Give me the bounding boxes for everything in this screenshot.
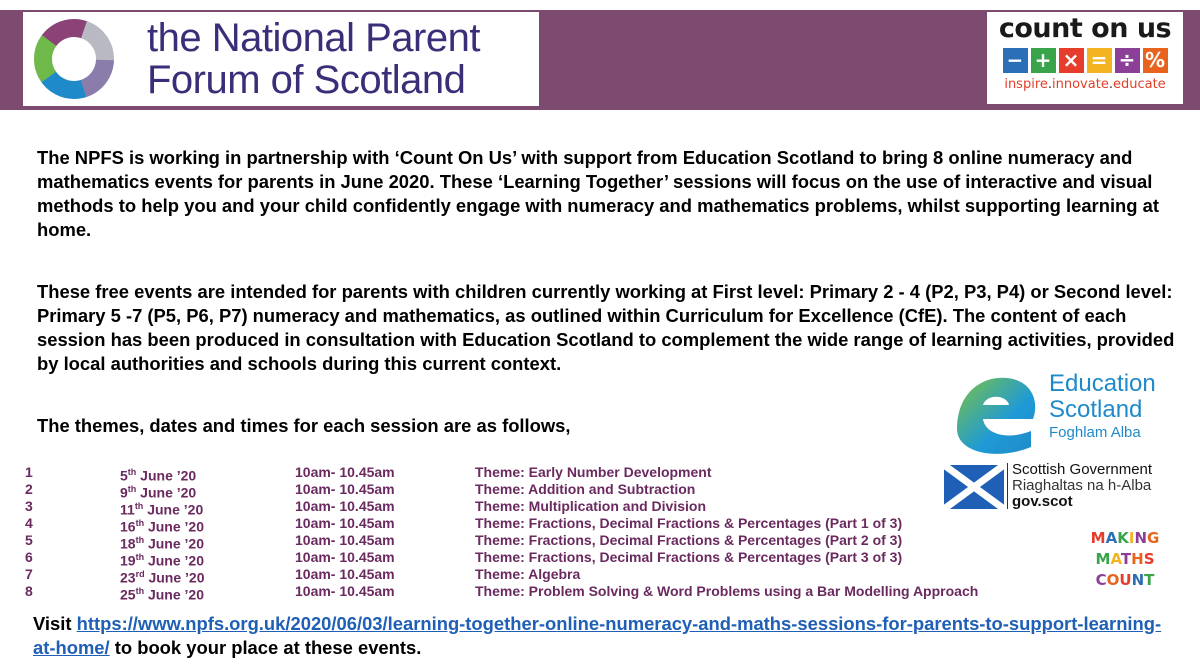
- making-maths-count-logo: [1070, 528, 1180, 591]
- count-on-us-title: count on us: [998, 13, 1172, 44]
- session-month-year: June ’20: [136, 467, 197, 484]
- scottish-government-text: [1012, 462, 1152, 510]
- math-symbol-tile: %: [1143, 48, 1168, 73]
- session-day-suffix: rd: [135, 569, 145, 579]
- session-number: 1: [25, 464, 33, 480]
- session-row: [25, 464, 1045, 484]
- session-time: 10am- 10.45am: [295, 566, 395, 582]
- session-day: 5: [120, 467, 128, 484]
- session-day: 9: [120, 484, 128, 501]
- session-month-year: June ’20: [143, 501, 204, 518]
- session-day: 11: [120, 501, 135, 518]
- count-on-us-tagline: [987, 77, 1183, 93]
- org-title: the National Parent Forum of Scotland: [147, 16, 480, 102]
- session-time: 10am- 10.45am: [295, 583, 395, 599]
- saltire-flag-icon: [944, 465, 1004, 509]
- math-symbol-tile: ÷: [1115, 48, 1140, 73]
- tag-innovate: innovate: [1052, 77, 1109, 92]
- session-row: [25, 532, 1045, 552]
- session-row: [25, 549, 1045, 569]
- session-row: [25, 583, 1045, 603]
- session-time: 10am- 10.45am: [295, 532, 395, 548]
- mmc-line-3: COUNT: [1095, 571, 1155, 589]
- math-symbol-tile: −: [1003, 48, 1028, 73]
- session-day: 19: [120, 552, 136, 569]
- session-day-suffix: th: [135, 518, 145, 528]
- session-month-year: June ’20: [136, 484, 197, 501]
- session-theme: Theme: Algebra: [475, 566, 581, 582]
- education-scotland-emblem-icon: [947, 369, 1043, 457]
- session-number: 7: [25, 566, 33, 582]
- session-list: [25, 464, 1045, 603]
- session-day: 23: [120, 569, 136, 586]
- tag-dot: .: [1047, 77, 1053, 92]
- session-number: 2: [25, 481, 33, 497]
- session-time: 10am- 10.45am: [295, 515, 395, 531]
- session-row: [25, 498, 1045, 518]
- visit-prefix: Visit: [33, 613, 77, 634]
- session-number: 4: [25, 515, 33, 531]
- npfs-logo: [23, 12, 539, 106]
- session-time: 10am- 10.45am: [295, 464, 395, 480]
- session-month-year: June ’20: [144, 535, 204, 552]
- session-month-year: June ’20: [144, 569, 205, 586]
- session-day-suffix: th: [134, 501, 144, 511]
- session-day: 25: [120, 586, 136, 603]
- intro-paragraph-2: These free events are intended for parents with children currently working at First level: Primary 2 - 4 (P2, P3, P4) or Second level: Primary 5 -7 (P5, P6, P7) numeracy and mathematics, as outlined within Curriculum for Excellence (CfE). The content of each session has been produced in consultation with Education Scotland to complement the wide range of learning activities, provided by local authorities and schools during this current context.: [37, 281, 1175, 374]
- es-line-3: Foghlam Alba: [1049, 424, 1141, 441]
- scottish-government-logo: [944, 461, 1194, 513]
- mmc-line-2: MATHS: [1095, 550, 1155, 568]
- session-theme: Theme: Fractions, Decimal Fractions & Percentages (Part 1 of 3): [475, 515, 903, 531]
- session-number: 8: [25, 583, 33, 599]
- tag-inspire: inspire: [1004, 77, 1048, 92]
- session-month-year: June ’20: [144, 552, 204, 569]
- visit-line: [33, 612, 1183, 660]
- intro-paragraph-3: The themes, dates and times for each session are as follows,: [37, 415, 571, 436]
- session-day-suffix: th: [135, 552, 145, 562]
- session-day-suffix: th: [127, 484, 137, 494]
- npfs-ring-icon: [31, 16, 117, 102]
- session-row: [25, 481, 1045, 501]
- math-symbol-tile: =: [1087, 48, 1112, 73]
- education-scotland-text: [1049, 371, 1156, 443]
- session-time: 10am- 10.45am: [295, 481, 395, 497]
- visit-suffix: to book your place at these events.: [109, 637, 422, 658]
- math-symbol-tile: +: [1031, 48, 1056, 73]
- session-theme: Theme: Fractions, Decimal Fractions & Percentages (Part 2 of 3): [475, 532, 903, 548]
- math-symbol-tiles: [987, 48, 1183, 73]
- session-theme: Theme: Multiplication and Division: [475, 498, 707, 514]
- tag-dot: .: [1108, 77, 1113, 92]
- es-line-1: Education: [1049, 370, 1156, 397]
- booking-link[interactable]: https://www.npfs.org.uk/2020/06/03/learning-together-online-numeracy-and-maths-sessions-for-parents-to-support-learning-at-home/: [33, 613, 1162, 658]
- session-theme: Theme: Fractions, Decimal Fractions & Percentages (Part 3 of 3): [475, 549, 903, 565]
- session-day-suffix: th: [127, 467, 137, 477]
- session-date: [120, 583, 204, 604]
- session-month-year: June ’20: [144, 518, 204, 535]
- session-month-year: June ’20: [144, 586, 204, 603]
- session-time: 10am- 10.45am: [295, 498, 395, 514]
- session-row: [25, 515, 1045, 535]
- session-day-suffix: th: [135, 586, 145, 596]
- session-number: 5: [25, 532, 33, 548]
- session-day: 18: [120, 535, 136, 552]
- es-line-2: Scotland: [1049, 396, 1143, 423]
- session-row: [25, 566, 1045, 586]
- session-theme: Theme: Early Number Development: [475, 464, 712, 480]
- session-number: 6: [25, 549, 33, 565]
- mmc-line-1: MAKING: [1090, 529, 1160, 547]
- gov-divider: [1007, 463, 1008, 509]
- session-theme: Theme: Problem Solving & Word Problems using a Bar Modelling Approach: [475, 583, 979, 599]
- session-day: 16: [120, 518, 136, 535]
- session-number: 3: [25, 498, 33, 514]
- gov-line-2: Riaghaltas na h-Alba: [1012, 477, 1152, 494]
- count-on-us-logo: [987, 12, 1183, 104]
- intro-paragraph-1: The NPFS is working in partnership with ‘Count On Us’ with support from Education Scotland to bring 8 online numeracy and mathematics events for parents in June 2020. These ‘Learning Together’ sessions will focus on the use of interactive and visual methods to help you and your child confidently engage with numeracy and mathematics problems, whilst supporting learning at home.: [37, 147, 1159, 240]
- session-theme: Theme: Addition and Subtraction: [475, 481, 696, 497]
- education-scotland-logo: [945, 367, 1185, 459]
- gov-line-3: gov.scot: [1012, 493, 1073, 510]
- gov-line-1: Scottish Government: [1012, 461, 1153, 478]
- session-time: 10am- 10.45am: [295, 549, 395, 565]
- session-day-suffix: th: [135, 535, 145, 545]
- math-symbol-tile: ×: [1059, 48, 1084, 73]
- tag-educate: educate: [1112, 77, 1166, 92]
